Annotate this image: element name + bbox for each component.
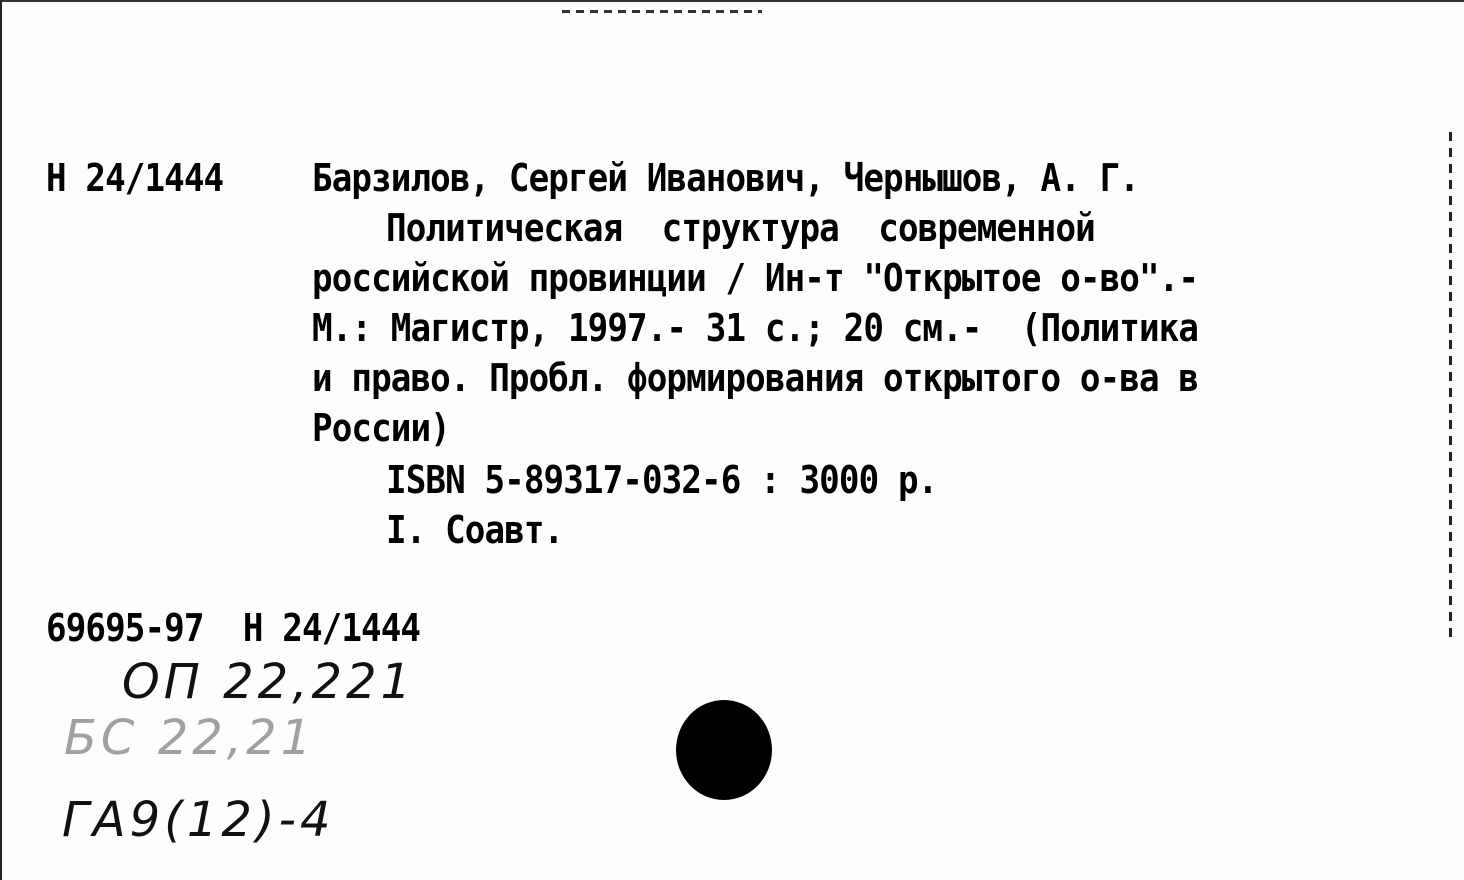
coauthor-line: I. Соавт. bbox=[386, 508, 564, 552]
handwritten-class-2: БС 22,21 bbox=[64, 710, 316, 766]
author-line: Барзилов, Сергей Иванович, Чернышов, А. Г. bbox=[312, 156, 1139, 200]
title-line-1: Политическая структура современной bbox=[386, 206, 1095, 250]
card-top-marks bbox=[562, 10, 762, 13]
handwritten-class-3: ГА9(12)-4 bbox=[62, 792, 335, 848]
title-line-2: российской провинции / Ин-т "Открытое о-во".- bbox=[312, 256, 1199, 300]
accession-line: 69695-97 Н 24/1444 bbox=[46, 606, 421, 650]
call-number: Н 24/1444 bbox=[46, 156, 224, 200]
title-line-5: России) bbox=[312, 406, 450, 450]
card-right-edge bbox=[1449, 132, 1452, 642]
title-line-3: М.: Магистр, 1997.- 31 с.; 20 см.- (Политика bbox=[312, 306, 1199, 350]
title-line-4: и право. Пробл. формирования открытого о-ва в bbox=[312, 356, 1199, 400]
isbn-line: ISBN 5-89317-032-6 : 3000 р. bbox=[386, 458, 938, 502]
handwritten-class-1: ОП 22,221 bbox=[122, 654, 416, 710]
punch-hole bbox=[676, 700, 772, 800]
